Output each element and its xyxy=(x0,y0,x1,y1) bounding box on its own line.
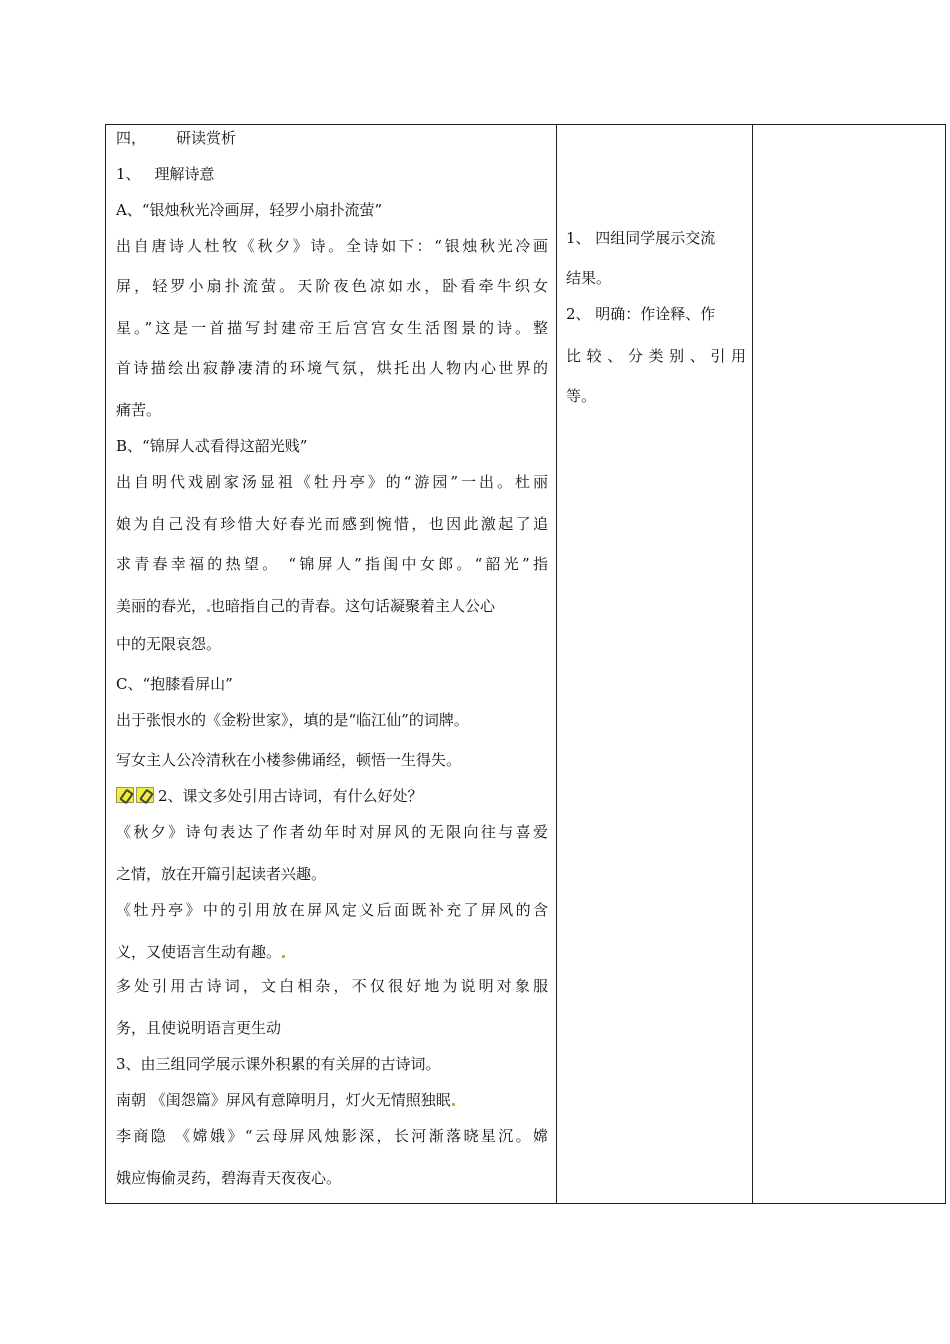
activity-line: 1、 四组同学展示交流 xyxy=(566,229,716,247)
quote-a: A、“银烛秋光冷画屏，轻罗小扇扑流萤” xyxy=(116,201,383,219)
activity-line: 等。 xyxy=(566,387,597,405)
text-line: 《牡丹亭》中的引用放在屏风定义后面既补充了屏风的含 xyxy=(116,901,548,919)
text-line: 之情，放在开篇引起读者兴趣。 xyxy=(116,865,327,883)
text-line: 求青春幸福的热望。 “锦屏人”指闺中女郎。“韶光”指 xyxy=(116,555,548,573)
text-line: 务，且使说明语言更生动 xyxy=(116,1019,282,1037)
text-line: 写女主人公冷清秋在小楼参佛诵经，顿悟一生得失。 xyxy=(116,751,462,769)
text-line: 出自明代戏剧家汤显祖《牡丹亭》的“游园”一出。杜丽 xyxy=(116,473,548,491)
activity-line: 比较、分类别、引用 xyxy=(566,347,746,365)
text-line: 首诗描绘出寂静凄清的环境气氛，烘托出人物内心世界的 xyxy=(116,359,548,377)
text-line: 星。”这是一首描写封建帝王后宫宫女生活图景的诗。整 xyxy=(116,319,548,337)
text-line: 多处引用古诗词，文白相杂，不仅很好地为说明对象服 xyxy=(116,977,548,995)
text-line: 痛苦。 xyxy=(116,401,162,419)
section-heading: 四， 研读赏析 xyxy=(116,129,237,147)
quote-b: B、“锦屏人忒看得这韶光贱” xyxy=(116,437,308,455)
text-line: 出于张恨水的《金粉世家》，填的是“临江仙”的词牌。 xyxy=(116,711,469,729)
text-line: 屏，轻罗小扇扑流萤。天阶夜色凉如水，卧看牵牛织女 xyxy=(116,277,548,295)
activity-line: 2、 明确：作诠释、作 xyxy=(566,305,716,323)
marker-dot xyxy=(282,955,285,958)
question-3: 3、由三组同学展示课外积累的有关屏的古诗词。 xyxy=(116,1055,441,1073)
lesson-table xyxy=(105,124,946,1204)
subheading-1: 1、 理解诗意 xyxy=(116,165,215,183)
text-line: 娘为自己没有珍惜大好春光而感到惋惜，也因此激起了追 xyxy=(116,515,548,533)
note-marker-icon xyxy=(116,787,156,808)
marker-dot xyxy=(452,1103,455,1106)
column-divider-2 xyxy=(752,125,753,1203)
text-line: 中的无限哀怨。 xyxy=(116,635,222,653)
column-divider-1 xyxy=(556,125,557,1203)
text-line: 南朝 《闺怨篇》屏风有意障明月，灯火无情照独眠 xyxy=(116,1091,455,1110)
quote-c: C、“抱膝看屏山” xyxy=(116,675,233,693)
text-line: 娥应悔偷灵药，碧海青天夜夜心。 xyxy=(116,1169,342,1187)
text-line: 出自唐诗人杜牧《秋夕》诗。全诗如下：“银烛秋光冷画 xyxy=(116,237,548,255)
text-line: 义，又使语言生动有趣。 xyxy=(116,943,285,962)
question-2: 2、课文多处引用古诗词，有什么好处？ xyxy=(116,787,423,808)
text-line: 《秋夕》诗句表达了作者幼年时对屏风的无限向往与喜爱 xyxy=(116,823,548,841)
text-line: 李商隐 《嫦娥》“云母屏风烛影深，长河渐落晓星沉。嫦 xyxy=(116,1127,548,1145)
text-line: 美丽的春光， 也暗指自己的青春。这句话凝聚着主人公心 xyxy=(116,597,496,615)
activity-line: 结果。 xyxy=(566,269,612,287)
